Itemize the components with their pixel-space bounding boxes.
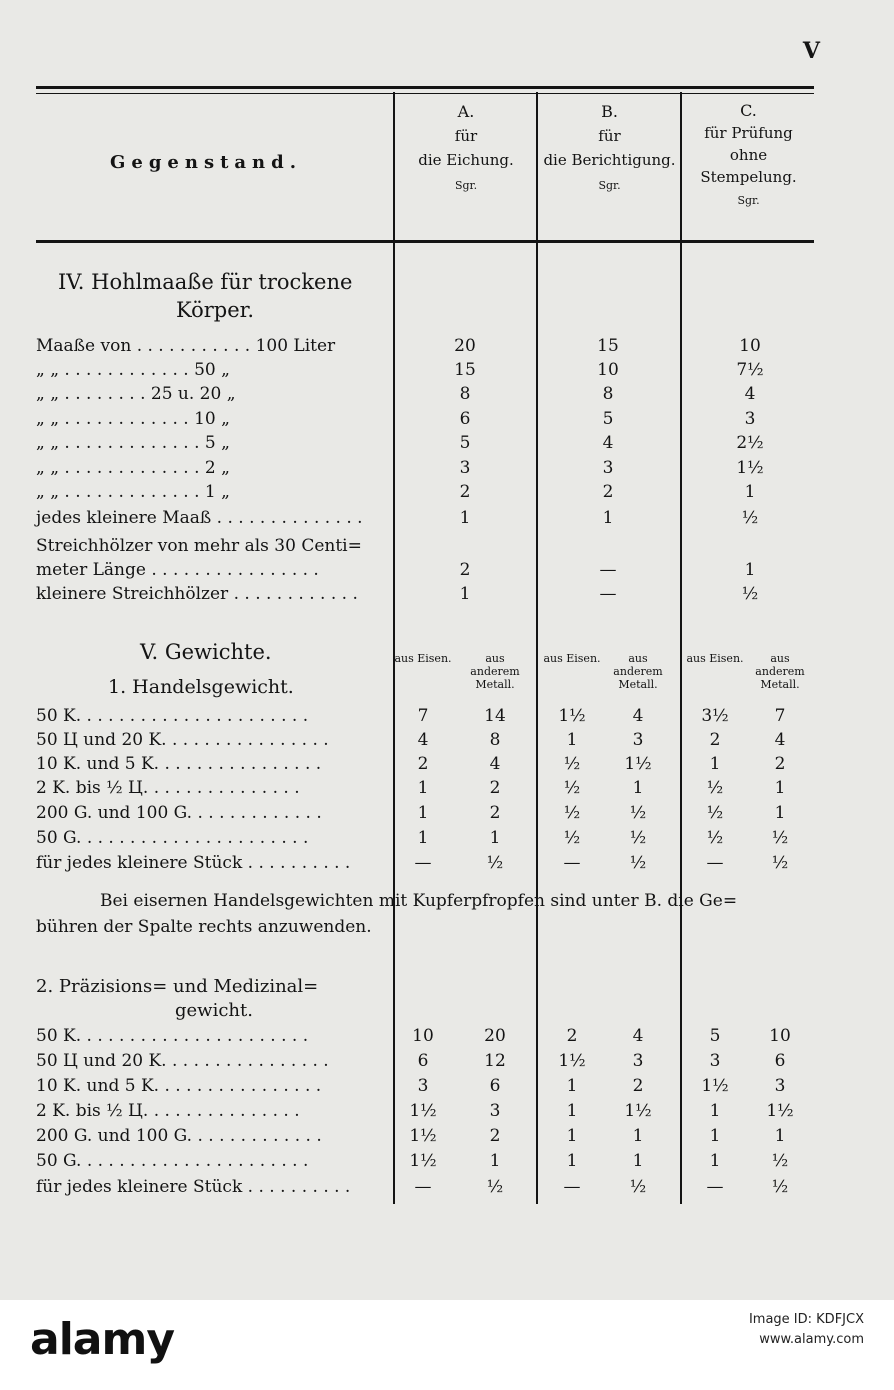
cell-value: 4	[489, 754, 501, 774]
cell-value: 3	[602, 458, 614, 478]
cell-value: 1	[709, 1151, 721, 1171]
cell-value: 4	[632, 1026, 644, 1046]
cell-value: 2	[602, 482, 614, 502]
cell-value: 1	[566, 1126, 578, 1146]
watermark-footer	[0, 1300, 894, 1390]
alamy-logo: alamy	[30, 1314, 174, 1365]
cell-value: 3½	[701, 706, 729, 726]
cell-value: 1½	[701, 1076, 729, 1096]
cell-value: 15	[454, 360, 476, 380]
cell-value: 2	[489, 778, 501, 798]
metal-subheader: aus anderem Metall.	[470, 652, 520, 691]
cell-value: 2	[459, 482, 471, 502]
site-url: www.alamy.com	[759, 1332, 864, 1347]
cell-value: ½	[563, 778, 581, 798]
cell-value: 1	[566, 1151, 578, 1171]
cell-value: 1	[632, 1126, 644, 1146]
cell-value: 3	[459, 458, 471, 478]
cell-value: 2	[489, 803, 501, 823]
cell-value: 1½	[558, 706, 586, 726]
cell-value: 5	[709, 1026, 721, 1046]
row-label: „ „ . . . . . . . . . . . . 10 „	[36, 409, 230, 429]
row-label: meter Länge . . . . . . . . . . . . . . . .	[36, 560, 319, 580]
cell-value: 3	[632, 1051, 644, 1071]
header-rule	[36, 240, 814, 243]
metal-subheader: aus Eisen.	[686, 652, 744, 665]
cell-value: 2	[489, 1126, 501, 1146]
metal-subheader: aus Eisen.	[543, 652, 601, 665]
cell-value: 3	[744, 409, 756, 429]
subsection-title: 2. Präzisions= und Medizinal=	[36, 976, 319, 997]
cell-value: —	[563, 853, 581, 873]
column-unit: Sgr.	[737, 194, 760, 207]
row-label: 2 K. bis ½ Ц. . . . . . . . . . . . . . .	[36, 778, 300, 798]
cell-value: ½	[563, 754, 581, 774]
cell-value: 1	[417, 828, 429, 848]
cell-value: 1	[774, 778, 786, 798]
cell-value: 10	[597, 360, 619, 380]
row-label: Streichhölzer von mehr als 30 Centi=	[36, 536, 362, 556]
column-rule	[393, 92, 395, 1204]
cell-value: 8	[602, 384, 614, 404]
cell-value: 7	[417, 706, 429, 726]
cell-value: 10	[769, 1026, 791, 1046]
cell-value: 6	[459, 409, 471, 429]
cell-value: 10	[412, 1026, 434, 1046]
cell-value: 1½	[624, 754, 652, 774]
cell-value: 2	[774, 754, 786, 774]
subsection-title: 1. Handelsgewicht.	[108, 676, 294, 698]
cell-value: ½	[629, 803, 647, 823]
cell-value: 1	[489, 1151, 501, 1171]
row-label: „ „ . . . . . . . . . . . . 50 „	[36, 360, 230, 380]
cell-value: 1	[417, 803, 429, 823]
cell-value: ½	[706, 803, 724, 823]
cell-value: —	[599, 584, 617, 604]
image-id-block	[749, 1310, 864, 1350]
cell-value: —	[599, 560, 617, 580]
row-label: „ „ . . . . . . . . . . . . . 2 „	[36, 458, 230, 478]
cell-value: 6	[489, 1076, 501, 1096]
cell-value: ½	[563, 828, 581, 848]
cell-value: 6	[417, 1051, 429, 1071]
row-label: jedes kleinere Maaß . . . . . . . . . . . . . .	[36, 508, 363, 528]
column-text: für	[454, 127, 478, 145]
cell-value: ½	[771, 1151, 789, 1171]
row-label: 50 G. . . . . . . . . . . . . . . . . . . . . .	[36, 828, 309, 848]
row-label: 50 Ц und 20 K. . . . . . . . . . . . . . . .	[36, 1051, 329, 1071]
cell-value: 1	[774, 1126, 786, 1146]
cell-value: ½	[563, 803, 581, 823]
column-text: Stempelung.	[700, 168, 797, 186]
column-letter: A.	[457, 102, 475, 121]
cell-value: 4	[602, 433, 614, 453]
row-label: 50 K. . . . . . . . . . . . . . . . . . . . . .	[36, 1026, 309, 1046]
cell-value: 1	[632, 1151, 644, 1171]
cell-value: 1½	[558, 1051, 586, 1071]
row-label: 50 Ц und 20 K. . . . . . . . . . . . . . . .	[36, 730, 329, 750]
cell-value: ½	[741, 584, 759, 604]
cell-value: 8	[489, 730, 501, 750]
cell-value: 1	[774, 803, 786, 823]
cell-value: —	[706, 1177, 724, 1197]
row-label: „ „ . . . . . . . . . . . . . 5 „	[36, 433, 230, 453]
row-label: 50 G. . . . . . . . . . . . . . . . . . . . . .	[36, 1151, 309, 1171]
cell-value: 4	[417, 730, 429, 750]
cell-value: 1	[566, 730, 578, 750]
cell-value: 2½	[736, 433, 764, 453]
cell-value: ½	[629, 1177, 647, 1197]
column-header-c	[683, 100, 814, 212]
cell-value: 1½	[766, 1101, 794, 1121]
cell-value: 1	[709, 1126, 721, 1146]
cell-value: —	[706, 853, 724, 873]
cell-value: 3	[774, 1076, 786, 1096]
row-label: Maaße von . . . . . . . . . . . 100 Liter	[36, 336, 336, 356]
cell-value: ½	[706, 778, 724, 798]
section-title: Körper.	[176, 298, 255, 322]
cell-value: ½	[629, 853, 647, 873]
cell-value: 3	[632, 730, 644, 750]
note-line: Bei eisernen Handelsgewichten mit Kupferpfropfen sind unter B. die Ge=	[100, 891, 738, 911]
cell-value: 3	[489, 1101, 501, 1121]
metal-subheader: aus anderem Metall.	[613, 652, 663, 691]
column-letter: B.	[601, 102, 618, 121]
cell-value: 20	[454, 336, 476, 356]
cell-value: 12	[484, 1051, 506, 1071]
cell-value: 1	[489, 828, 501, 848]
cell-value: 5	[602, 409, 614, 429]
cell-value: ½	[486, 1177, 504, 1197]
section-title: V. Gewichte.	[140, 640, 272, 664]
cell-value: 1½	[409, 1101, 437, 1121]
row-label: für jedes kleinere Stück . . . . . . . . . .	[36, 1177, 351, 1197]
row-label: „ „ . . . . . . . . . . . . . 1 „	[36, 482, 230, 502]
subsection-title: gewicht.	[175, 1000, 253, 1021]
column-text: für Prüfung	[704, 124, 793, 142]
column-text: die Berichtigung.	[543, 151, 676, 169]
column-text: für	[598, 127, 621, 145]
cell-value: 2	[417, 754, 429, 774]
cell-value: 6	[774, 1051, 786, 1071]
cell-value: 1½	[736, 458, 764, 478]
cell-value: 1	[417, 778, 429, 798]
row-label: 200 G. und 100 G. . . . . . . . . . . . .	[36, 803, 322, 823]
column-rule	[680, 92, 682, 1204]
column-header-gegenstand: Gegenstand.	[110, 152, 302, 173]
cell-value: 3	[709, 1051, 721, 1071]
cell-value: 7	[774, 706, 786, 726]
cell-value: ½	[771, 828, 789, 848]
top-rule	[36, 86, 814, 89]
row-label: 2 K. bis ½ Ц. . . . . . . . . . . . . . .	[36, 1101, 300, 1121]
column-text: ohne	[729, 146, 768, 164]
cell-value: ½	[629, 828, 647, 848]
note-line: bühren der Spalte rechts anzuwenden.	[36, 917, 372, 937]
cell-value: 2	[709, 730, 721, 750]
cell-value: 15	[597, 336, 619, 356]
image-id: Image ID: KDFJCX	[748, 1312, 864, 1327]
metal-subheader: aus Eisen.	[394, 652, 452, 665]
column-unit: Sgr.	[598, 179, 621, 192]
cell-value: 4	[632, 706, 644, 726]
cell-value: 1	[632, 778, 644, 798]
cell-value: 2	[459, 560, 471, 580]
column-unit: Sgr.	[454, 179, 478, 192]
cell-value: 1½	[409, 1151, 437, 1171]
cell-value: 1½	[409, 1126, 437, 1146]
row-label: 10 K. und 5 K. . . . . . . . . . . . . . . .	[36, 754, 322, 774]
column-rule	[536, 92, 538, 1204]
cell-value: —	[414, 853, 432, 873]
cell-value: 1	[566, 1101, 578, 1121]
column-header-b	[539, 100, 680, 198]
column-text: die Eichung.	[418, 151, 514, 169]
cell-value: 1	[709, 1101, 721, 1121]
page-number: V	[802, 38, 820, 64]
row-label: 200 G. und 100 G. . . . . . . . . . . . .	[36, 1126, 322, 1146]
cell-value: 5	[459, 433, 471, 453]
row-label: 50 K. . . . . . . . . . . . . . . . . . . . . .	[36, 706, 309, 726]
cell-value: 4	[744, 384, 756, 404]
cell-value: 1	[744, 560, 756, 580]
row-label: „ „ . . . . . . . . 25 u. 20 „	[36, 384, 236, 404]
cell-value: 1	[709, 754, 721, 774]
cell-value: 7½	[736, 360, 764, 380]
cell-value: 3	[417, 1076, 429, 1096]
cell-value: ½	[771, 1177, 789, 1197]
cell-value: 4	[774, 730, 786, 750]
cell-value: —	[563, 1177, 581, 1197]
column-letter: C.	[740, 101, 757, 120]
cell-value: 1½	[624, 1101, 652, 1121]
cell-value: 20	[484, 1026, 506, 1046]
cell-value: 10	[739, 336, 761, 356]
row-label: 10 K. und 5 K. . . . . . . . . . . . . . . .	[36, 1076, 322, 1096]
cell-value: 1	[744, 482, 756, 502]
metal-subheader: aus anderem Metall.	[755, 652, 805, 691]
cell-value: ½	[771, 853, 789, 873]
cell-value: 2	[566, 1026, 578, 1046]
cell-value: 2	[632, 1076, 644, 1096]
cell-value: 1	[566, 1076, 578, 1096]
cell-value: 1	[602, 508, 614, 528]
cell-value: 1	[459, 508, 471, 528]
section-title: IV. Hohlmaaße für trockene	[58, 270, 353, 294]
cell-value: —	[414, 1177, 432, 1197]
cell-value: 8	[459, 384, 471, 404]
cell-value: ½	[741, 508, 759, 528]
cell-value: 14	[484, 706, 506, 726]
cell-value: ½	[486, 853, 504, 873]
row-label: für jedes kleinere Stück . . . . . . . . . .	[36, 853, 351, 873]
row-label: kleinere Streichhölzer . . . . . . . . . . . .	[36, 584, 358, 604]
cell-value: 1	[459, 584, 471, 604]
cell-value: ½	[706, 828, 724, 848]
top-rule-thin	[36, 93, 814, 94]
column-header-a	[396, 100, 536, 198]
